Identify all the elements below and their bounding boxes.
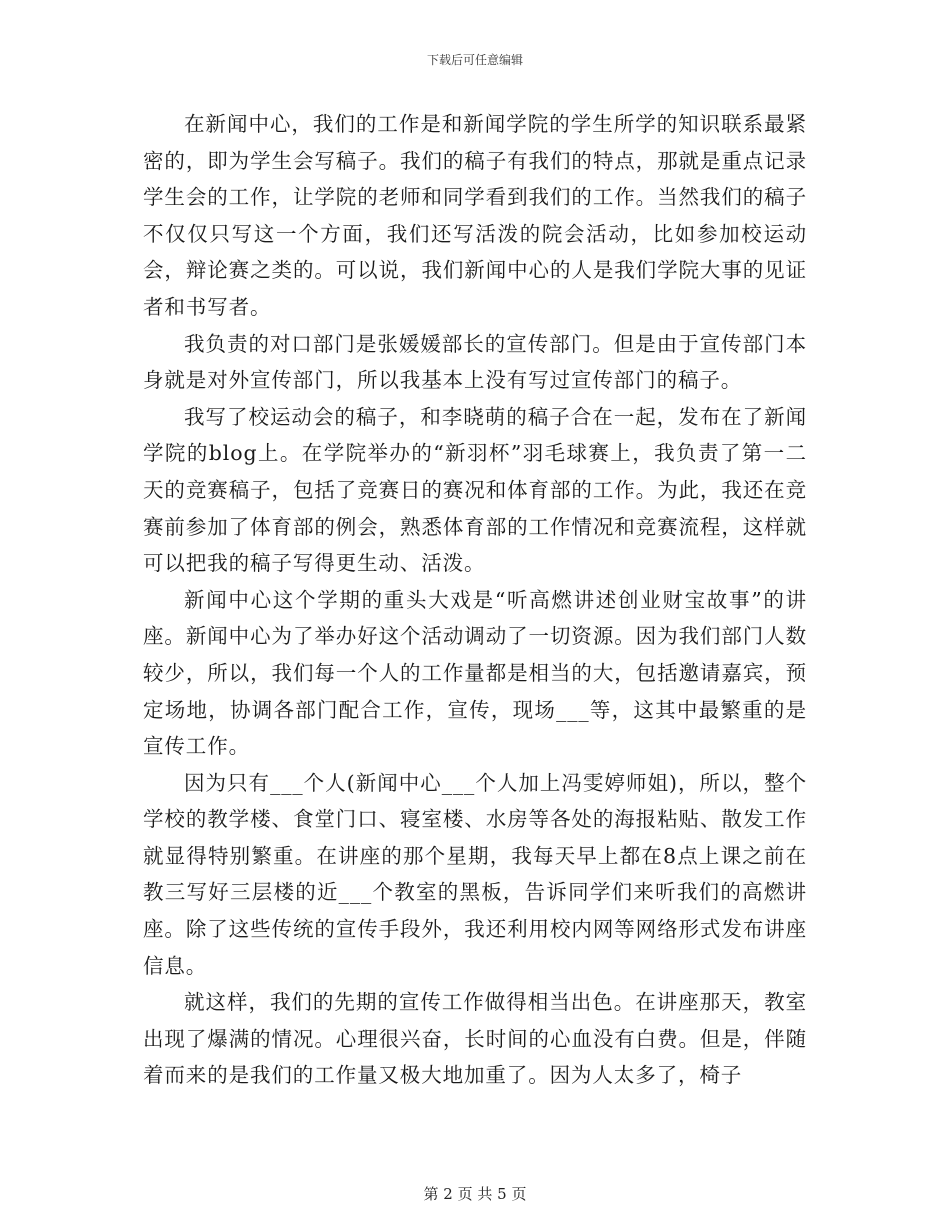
paragraph-4: 新闻中心这个学期的重头大戏是“听高燃讲述创业财宝故事”的讲座。新闻中心为了举办好这个活动调动了一切资源。因为我们部门人数较少，所以，我们每一个人的工作量都是相当的大，包括邀请嘉宾，预定场地，协调各部门配合工作，宣传，现场___等，这其中最繁重的是宣传工作。 <box>143 587 807 759</box>
paragraph-5: 因为只有___个人(新闻中心___个人加上冯雯婷师姐)，所以，整个学校的教学楼、食堂门口、寝室楼、水房等各处的海报粘贴、散发工作就显得特别繁重。在讲座的那个星期，我每天早上都在8点上课之前在教三写好三层楼的近___个教室的黑板，告诉同学们来听我们的高燃讲座。除了这些传统的宣传手段外，我还利用校内网等网络形式发布讲座信息。 <box>143 770 807 978</box>
paragraph-1: 在新闻中心，我们的工作是和新闻学院的学生所学的知识联系最紧密的，即为学生会写稿子。我们的稿子有我们的特点，那就是重点记录学生会的工作，让学院的老师和同学看到我们的工作。当然我们的稿子不仅仅只写这一个方面，我们还写活泼的院会活动，比如参加校运动会，辩论赛之类的。可以说，我们新闻中心的人是我们学院大事的见证者和书写者。 <box>143 112 807 319</box>
paragraph-6: 就这样，我们的先期的宣传工作做得相当出色。在讲座那天，教室出现了爆满的情况。心理很兴奋，长时间的心血没有白费。但是，伴随着而来的是我们的工作量又极大地加重了。因为人太多了，椅子 <box>143 990 807 1088</box>
page-header: 下载后可任意编辑 <box>426 53 523 67</box>
page-number-footer: 第 2 页 共 5 页 <box>423 1185 527 1203</box>
paragraph-2: 我负责的对口部门是张媛媛部长的宣传部门。但是由于宣传部门本身就是对外宣传部门，所以我基本上没有写过宣传部门的稿子。 <box>143 331 807 393</box>
document-body <box>143 106 807 1094</box>
paragraph-3: 我写了校运动会的稿子，和李晓萌的稿子合在一起，发布在了新闻学院的blog上。在学院举办的“新羽杯”羽毛球赛上，我负责了第一二天的竞赛稿子，包括了竞赛日的赛况和体育部的工作。为此，我还在竞赛前参加了体育部的例会，熟悉体育部的工作情况和竞赛流程，这样就可以把我的稿子写得更生动、活泼。 <box>143 404 807 576</box>
